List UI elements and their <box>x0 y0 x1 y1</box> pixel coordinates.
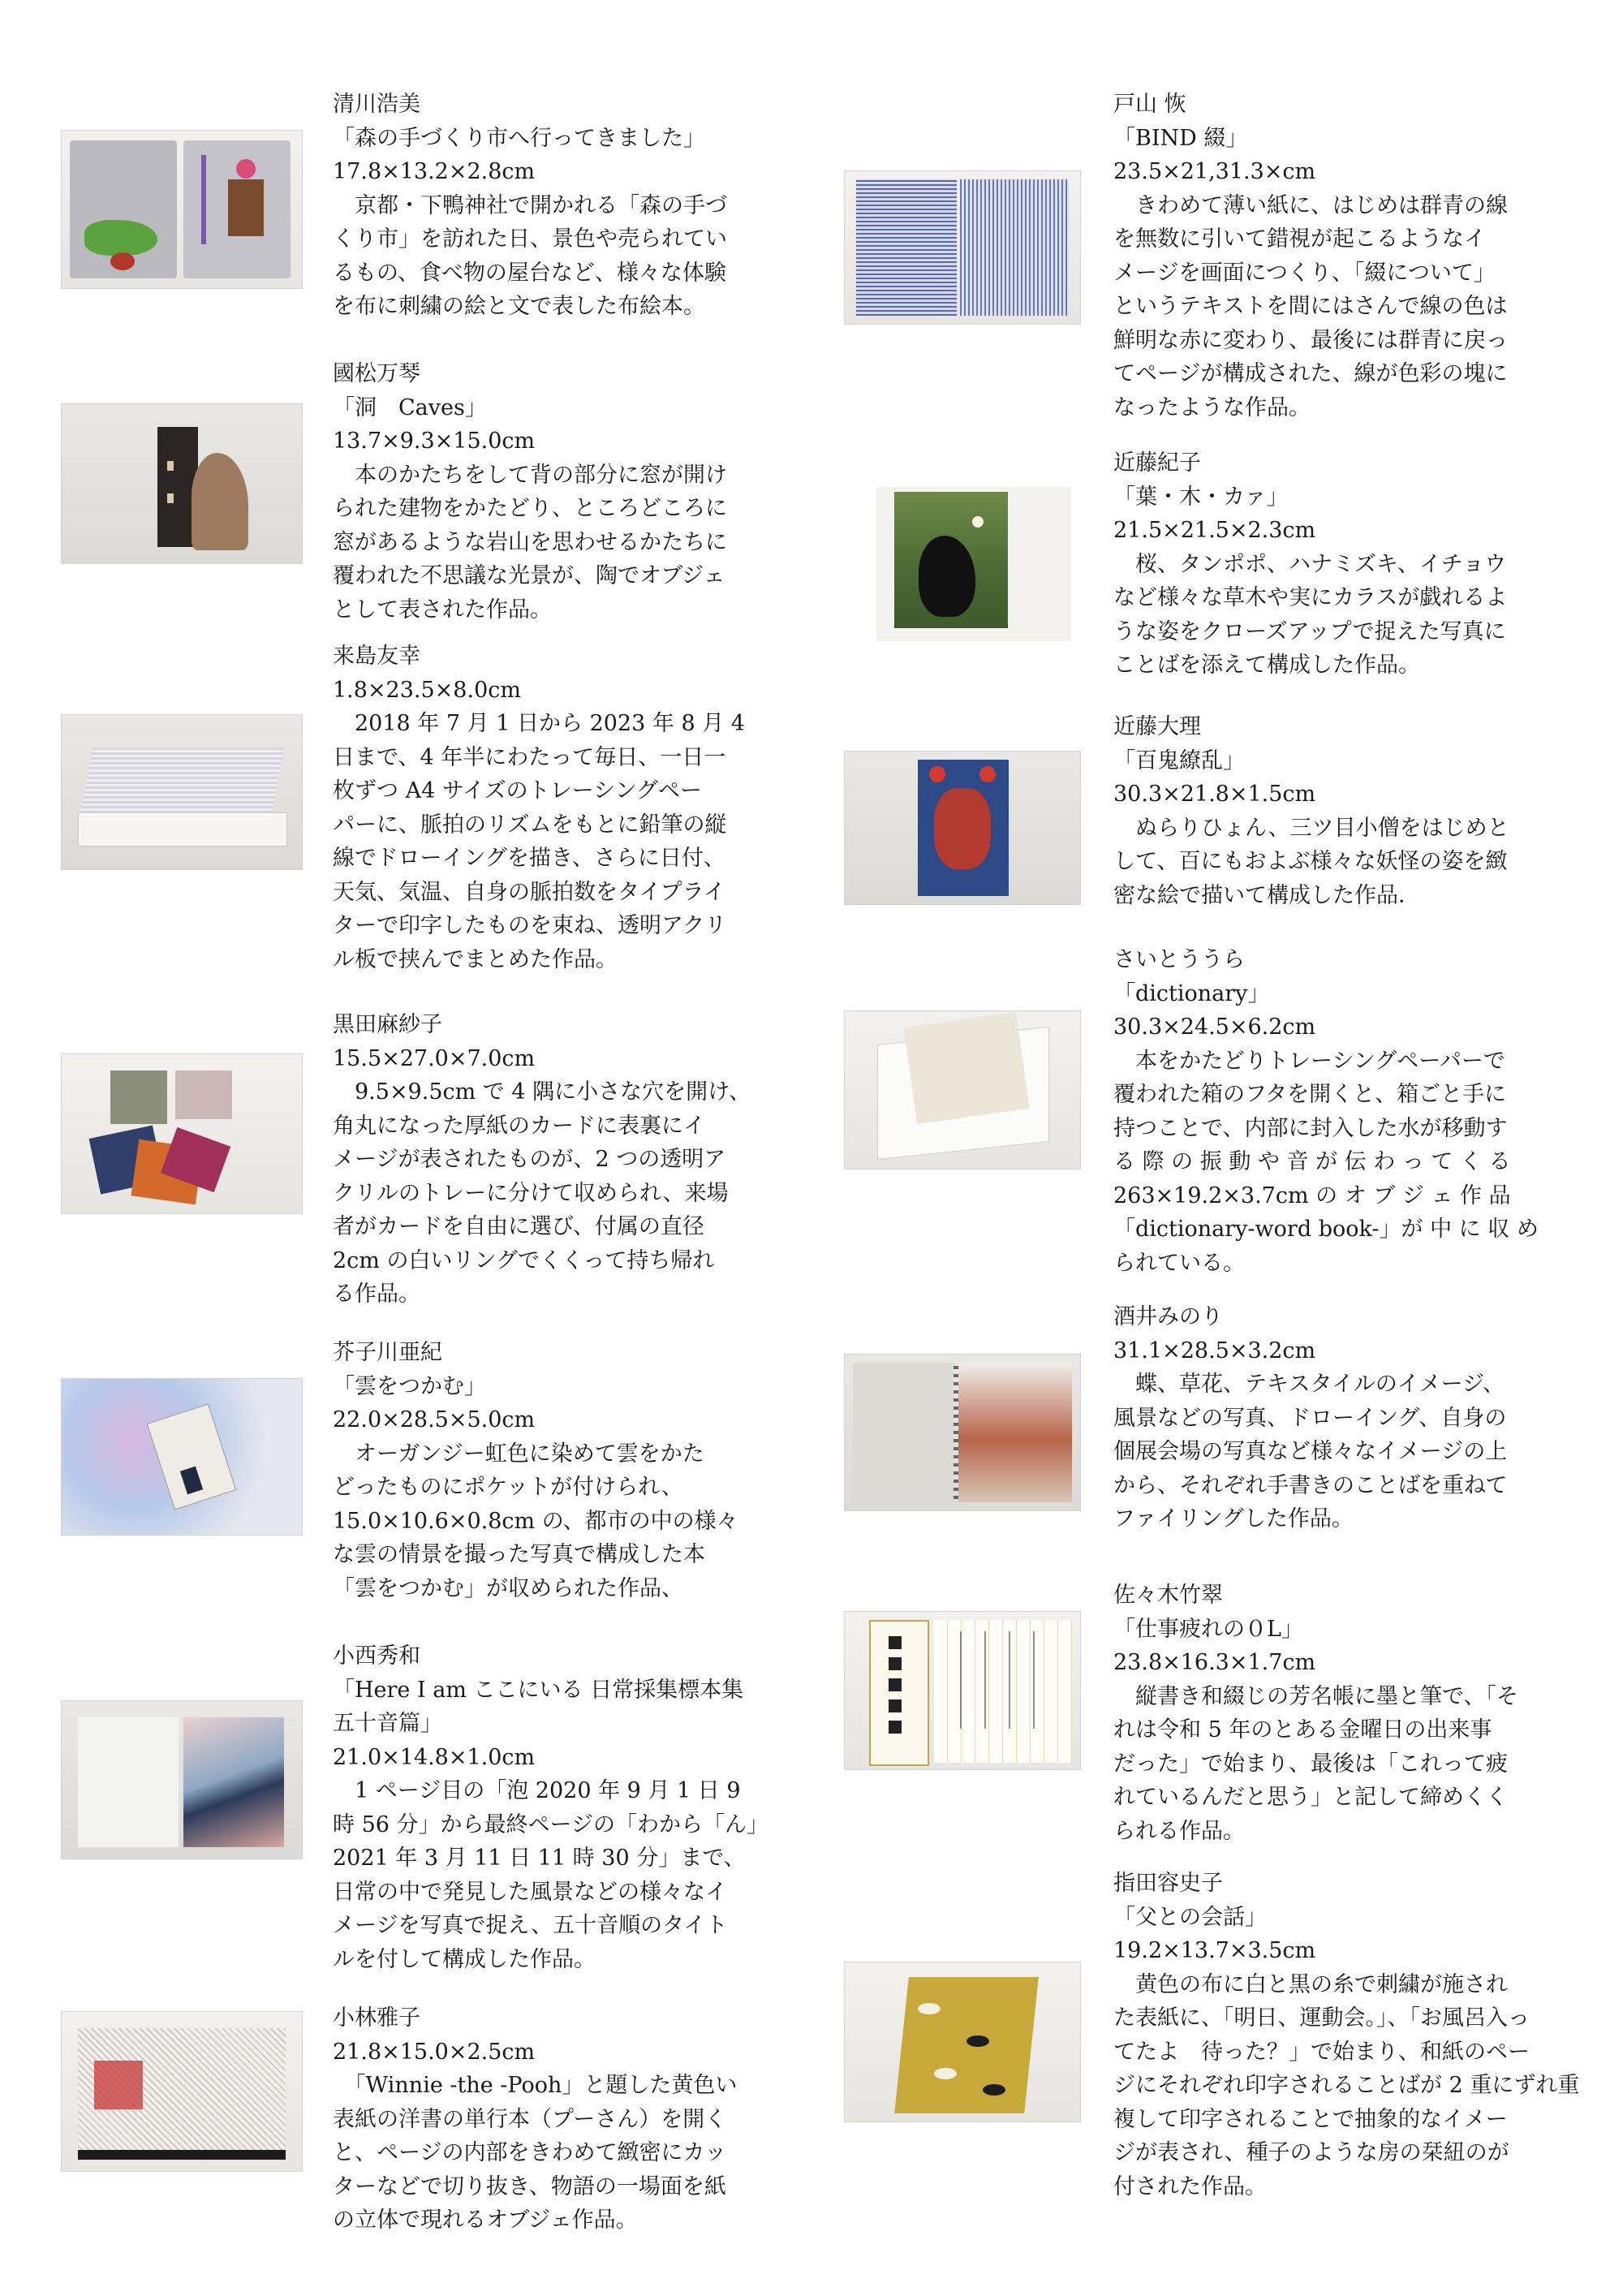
artist-name: 國松万琴 <box>333 361 420 386</box>
artist-name: 近藤大理 <box>1113 714 1201 739</box>
yellow-embroidered-book-photo <box>844 1962 1081 2122</box>
work-dimensions: 21.0×14.8×1.0cm <box>333 1744 536 1770</box>
crow-photo-book-photo <box>876 487 1071 641</box>
work-description-line: るもの、食べ物の屋台など、様々な体験 <box>333 260 726 286</box>
work-dimensions: 17.8×13.2×2.8cm <box>333 159 536 184</box>
work-description-line: どったものにポケットが付けられ、 <box>333 1475 683 1500</box>
work-description-line: れているんだと思う」と記して締めくく <box>1113 1785 1508 1810</box>
work-dimensions: 31.1×28.5×3.2cm <box>1113 1338 1316 1363</box>
work-description-line: ぬらりひょん、三ツ目小僧をはじめと <box>1113 815 1509 841</box>
work-description-line: の立体で現れるオブジェ作品。 <box>333 2208 638 2233</box>
artist-name: 黒田麻紗子 <box>333 1012 442 1037</box>
card-trays-photo <box>61 1053 303 1214</box>
work-dimensions: 19.2×13.7×3.5cm <box>1113 1938 1316 1963</box>
work-dimensions: 13.7×9.3×15.0cm <box>333 429 536 454</box>
work-description-line: 線でドローイングを描き、さらに日付、 <box>333 846 725 871</box>
white-box-photo <box>844 1010 1081 1170</box>
work-description-line: 風景などの写真、ドローイング、自身の <box>1113 1405 1507 1431</box>
work-description-line: 9.5×9.5cm で 4 隅に小さな穴を開け、 <box>333 1079 751 1105</box>
work-description-line: 覆われた不思議な光景が、陶でオブジェ <box>333 563 725 588</box>
work-dimensions: 22.0×28.5×5.0cm <box>333 1407 536 1432</box>
work-dimensions: 23.5×21,31.3×cm <box>1113 159 1316 184</box>
work-description-line: を布に刺繍の絵と文で表した布絵本。 <box>333 294 705 319</box>
work-description-line: ジが表され、種子のような房の栞紐のが <box>1113 2140 1509 2165</box>
work-description-line: 者がカードを自由に選び、付属の直径 <box>333 1214 704 1239</box>
work-dimensions: 23.8×16.3×1.7cm <box>1113 1650 1316 1675</box>
work-description-line: ファイリングした作品。 <box>1113 1506 1354 1531</box>
paper-stack-acrylic-photo <box>61 714 303 870</box>
work-description-line: 2018 年 7 月 1 日から 2023 年 8 月 4 <box>333 711 745 736</box>
work-description-line: 日常の中で発見した風景などの様々なイ <box>333 1879 727 1905</box>
artist-name: 小林雅子 <box>333 2005 420 2031</box>
work-description-line: ルを付して構成した作品。 <box>333 1946 596 1972</box>
work-description-line: 持つことで、内部に封入した水が移動す <box>1113 1115 1508 1141</box>
work-description-line: 覆われた箱のフタを開くと、箱ごと手に <box>1113 1082 1507 1107</box>
work-description-line: 密な絵で描いて構成した作品． <box>1113 882 1420 908</box>
work-description-line: から、それぞれ手書きのことばを重ねて <box>1113 1472 1508 1498</box>
work-description-line: を無数に引いて錯視が起こるようなイ <box>1113 226 1486 252</box>
work-description-line: 表紙の洋書の単行本（プーさん）を開く <box>333 2106 727 2132</box>
work-description-line: 263×19.2×3.7cm の オ ブ ジ ェ 作 品 <box>1113 1182 1511 1208</box>
work-description-line: というテキストを間にはさんで線の色は <box>1113 294 1508 319</box>
artist-name: 酒井みのり <box>1113 1304 1223 1329</box>
cut-paper-book-photo <box>61 2011 303 2172</box>
work-description-line: メージを写真で捉え、五十音順のタイト <box>333 1913 728 1938</box>
work-description-line: 付された作品。 <box>1113 2173 1267 2199</box>
work-description-line: くり市」を訪れた日、景色や売られてい <box>333 226 727 252</box>
work-description-line: 15.0×10.6×0.8cm の、都市の中の様々 <box>333 1508 738 1534</box>
work-description-line: 1 ページ目の「泡 2020 年 9 月 1 日 9 <box>333 1778 741 1803</box>
ceramic-book-object-photo <box>61 403 303 564</box>
work-description-line: れは令和 5 年のとある金曜日の出来事 <box>1113 1717 1492 1742</box>
work-description-line: 縦書き和綴じの芳名帳に墨と筆で、「そ <box>1113 1683 1518 1709</box>
work-description-line: 鮮明な赤に変わり、最後には群青に戻っ <box>1113 327 1508 353</box>
work-description-line: なったような作品。 <box>1113 394 1311 420</box>
work-dimensions: 30.3×21.8×1.5cm <box>1113 782 1316 807</box>
work-title: 「洞 Caves」 <box>333 394 487 420</box>
work-title: 「雲をつかむ」 <box>333 1373 486 1399</box>
work-description-line: られた建物をかたどり、ところどころに <box>333 496 727 521</box>
artist-name: 小西秀和 <box>333 1643 420 1669</box>
work-description-line: てたよ 待った？」で始まり、和紙のペー <box>1113 2039 1530 2065</box>
work-title: 「BIND 綴」 <box>1113 125 1248 151</box>
yokai-illustration-book-photo <box>844 751 1081 905</box>
work-description-line: 京都・下鴨神社で開かれる「森の手づ <box>333 192 727 218</box>
work-description-line: 窓があるような岩山を思わせるかたちに <box>333 529 727 555</box>
work-description-line: 2021 年 3 月 11 日 11 時 30 分」まで、 <box>333 1846 746 1871</box>
work-title: 「dictionary」 <box>1113 980 1270 1006</box>
work-description-line: ターなどで切り抜き、物語の一場面を紙 <box>333 2173 726 2199</box>
work-description-line: 2cm の白いリングでくくって持ち帰れ <box>333 1247 715 1273</box>
work-description-line: メージが表されたものが、2 つの透明ア <box>333 1147 726 1172</box>
work-description-line: パーに、脈拍のリズムをもとに鉛筆の縦 <box>333 812 727 838</box>
work-title: 「仕事疲れの０L」 <box>1113 1616 1303 1642</box>
work-title: 「森の手づくり市へ行ってきました」 <box>333 125 705 151</box>
work-description-line: 「雲をつかむ」が収められた作品、 <box>333 1575 683 1601</box>
work-dimensions: 15.5×27.0×7.0cm <box>333 1045 536 1071</box>
artist-name: 佐々木竹翠 <box>1113 1583 1223 1608</box>
work-dimensions: 21.8×15.0×2.5cm <box>333 2039 536 2065</box>
work-dimensions: 1.8×23.5×8.0cm <box>333 677 521 703</box>
work-description-line: 天気、気温、自身の脈拍数をタイプライ <box>333 879 725 905</box>
work-description-line: 「dictionary-word book-」が 中 に 収 め <box>1113 1217 1539 1242</box>
work-description-line: オーガンジー虹色に染めて雲をかた <box>333 1441 704 1467</box>
work-description-line: 「Winnie -the -Pooh」と題した黄色い <box>333 2073 738 2098</box>
work-description-line: ル板で挟んでまとめた作品。 <box>333 946 618 972</box>
work-description-line: る作品。 <box>333 1282 420 1307</box>
work-description-line: メージを画面につくり、「綴について」 <box>1113 260 1496 286</box>
work-description-line: られている。 <box>1113 1250 1245 1276</box>
work-description-line: 蝶、草花、テキスタイルのイメージ、 <box>1113 1372 1505 1397</box>
artist-name: さいとううら <box>1113 947 1245 972</box>
artist-name: 清川浩美 <box>333 92 420 117</box>
work-description-line: な雲の情景を撮った写真で構成した本 <box>333 1542 705 1567</box>
calligraphy-book-photo <box>844 1611 1081 1770</box>
work-description-line: して、百にもおよぶ様々な妖怪の姿を緻 <box>1113 849 1508 874</box>
work-description-line: 桜、タンポポ、ハナミズキ、イチョウ <box>1113 551 1507 577</box>
work-dimensions: 30.3×24.5×6.2cm <box>1113 1014 1316 1040</box>
work-description-line: 個展会場の写真など様々なイメージの上 <box>1113 1439 1508 1464</box>
work-dimensions: 21.5×21.5×2.3cm <box>1113 518 1316 543</box>
work-description-line: 本をかたどりトレーシングペーパーで <box>1113 1048 1505 1074</box>
blue-line-book-photo <box>844 170 1081 325</box>
embroidered-cloth-book-photo <box>61 130 303 289</box>
artist-name: 芥子川亜紀 <box>333 1340 442 1365</box>
work-description-line: だった」で始まり、最後は「これって疲 <box>1113 1751 1508 1777</box>
ring-file-photo <box>844 1354 1081 1511</box>
work-title: 「Here I am ここにいる 日常採集標本集 <box>333 1677 744 1703</box>
work-title: 「父との会話」 <box>1113 1904 1267 1930</box>
work-description-line: ジにそれぞれ印字されることばが 2 重にずれ重 <box>1113 2073 1580 2098</box>
open-photo-book-photo <box>61 1700 303 1859</box>
work-description-line: 角丸になった厚紙のカードに表裏にイ <box>333 1113 705 1139</box>
work-description-line: た表紙に、「明日、運動会。」、「お風呂入っ <box>1113 2005 1530 2031</box>
organza-cloud-book-photo <box>61 1378 303 1536</box>
work-description-line: として表された作品。 <box>333 597 552 622</box>
artist-name: 指田容史子 <box>1113 1871 1223 1896</box>
work-description-line: と、ページの内部をきわめて緻密にカッ <box>333 2140 727 2165</box>
artist-name: 近藤紀子 <box>1113 450 1201 476</box>
work-description-line: うな姿をクローズアップで捉えた写真に <box>1113 618 1506 644</box>
work-description-line: 枚ずつ A4 サイズのトレーシングペー <box>333 778 702 803</box>
work-description-line: ことばを添えて構成した作品。 <box>1113 653 1420 678</box>
work-description-line: 複して印字されることで抽象的なイメー <box>1113 2106 1508 2132</box>
work-title: 五十音篇」 <box>333 1711 442 1736</box>
work-description-line: 日まで、4 年半にわたって毎日、一日一 <box>333 744 726 770</box>
work-title: 「葉・木・カァ」 <box>1113 484 1289 510</box>
work-description-line: 黄色の布に白と黒の糸で刺繍が施され <box>1113 1971 1508 1997</box>
work-description-line: きわめて薄い紙に、はじめは群青の線 <box>1113 192 1508 218</box>
work-description-line: 本のかたちをして背の部分に窓が開け <box>333 462 727 488</box>
work-description-line: てページが構成された、線が色彩の塊に <box>1113 361 1508 386</box>
work-description-line: 時 56 分」から最終ページの「わから「ん」 <box>333 1811 768 1837</box>
work-description-line: る 際 の 振 動 や 音 が 伝 わ っ て く る <box>1113 1149 1511 1174</box>
work-title: 「百鬼繚乱」 <box>1113 747 1245 773</box>
artist-name: 戸山 恢 <box>1113 92 1186 117</box>
work-description-line: られる作品。 <box>1113 1818 1245 1844</box>
work-description-line: ターで印字したものを束ね、透明アクリ <box>333 913 727 938</box>
work-description-line: クリルのトレーに分けて収められ、来場 <box>333 1180 729 1206</box>
artist-name: 来島友幸 <box>333 644 420 669</box>
work-description-line: など様々な草木や実にカラスが戯れるよ <box>1113 585 1508 610</box>
